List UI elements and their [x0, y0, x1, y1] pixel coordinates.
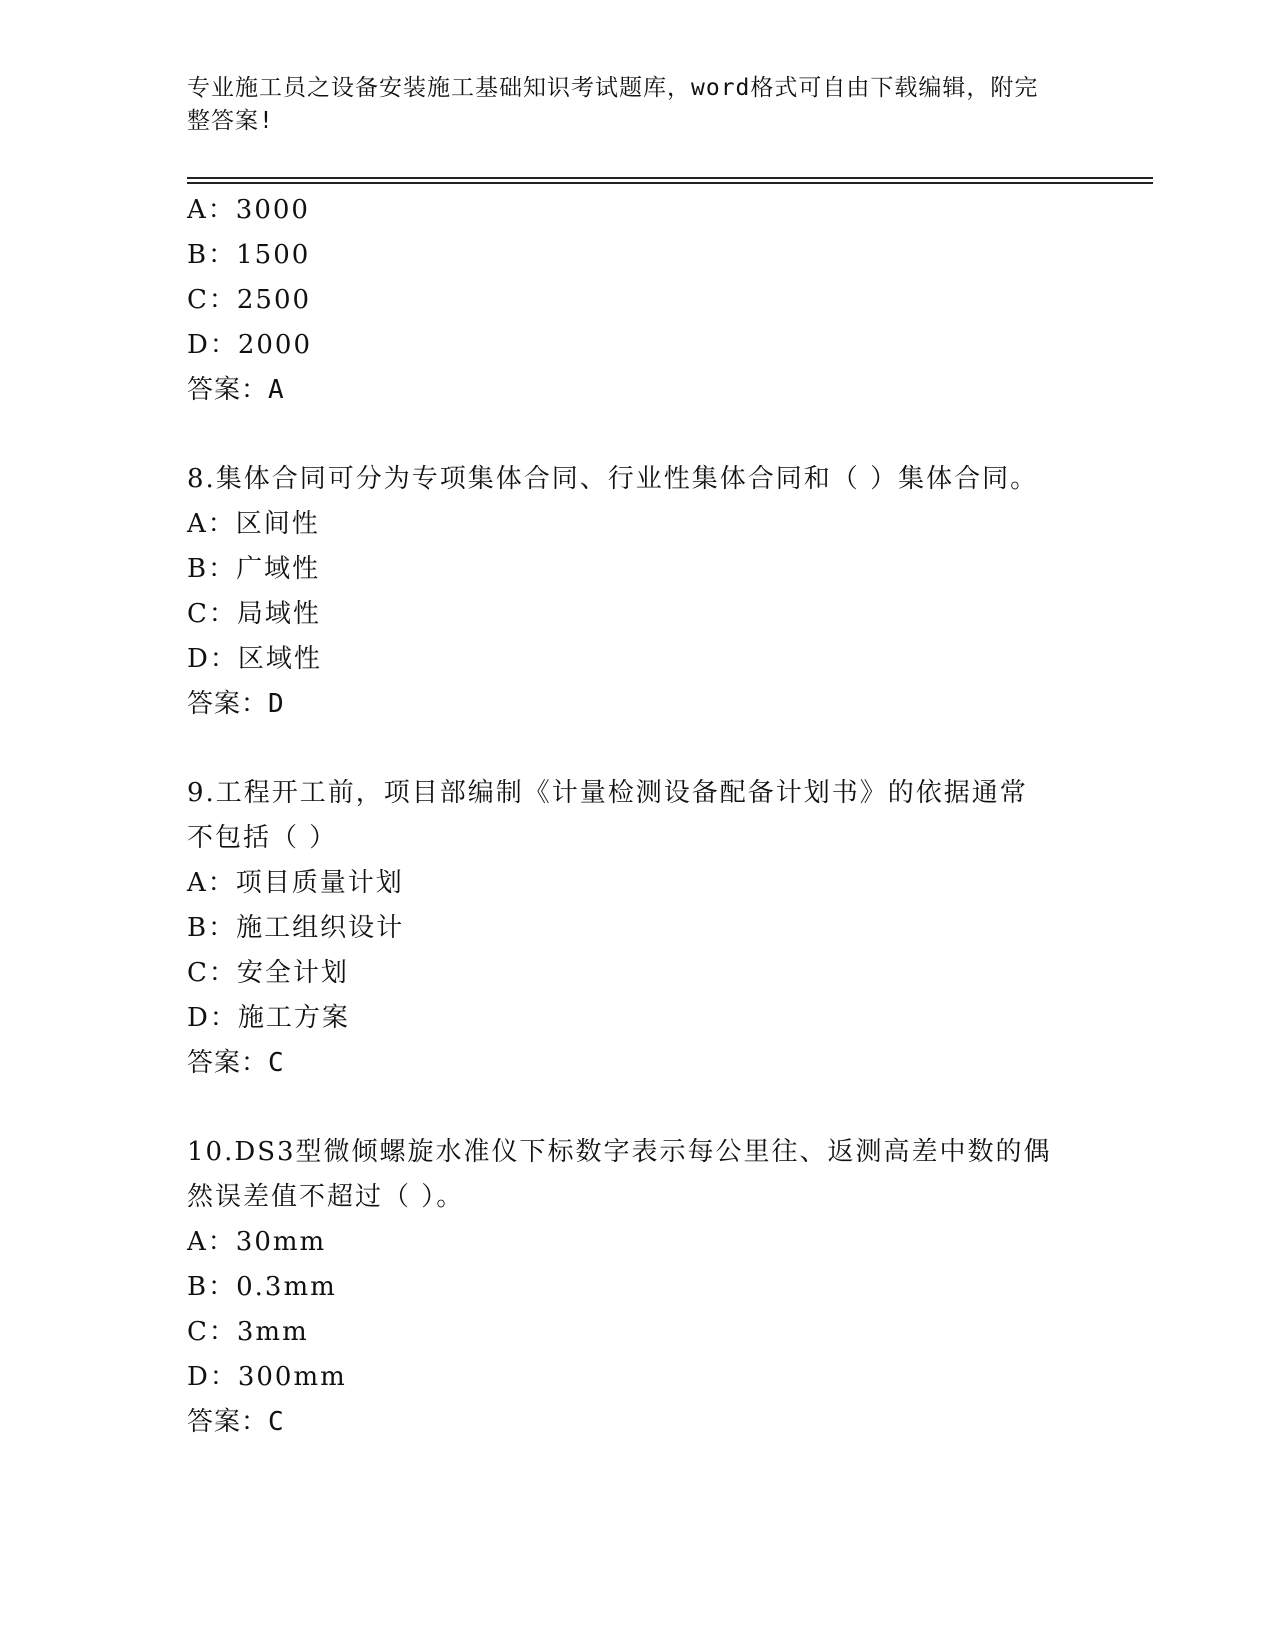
q8-option-a: A：区间性 — [187, 509, 320, 539]
q7-answer: 答案：A — [187, 375, 285, 405]
q10-option-c: C：3mm — [187, 1317, 309, 1347]
q9-option-b: B：施工组织设计 — [187, 913, 405, 943]
q8-answer: 答案：D — [187, 689, 285, 719]
q8-stem-line-1: 8.集体合同可分为专项集体合同、行业性集体合同和（ ）集体合同。 — [187, 464, 1039, 494]
q9-answer: 答案：C — [187, 1048, 285, 1078]
document-header — [187, 72, 1067, 138]
q8-option-c: C：局域性 — [187, 599, 321, 629]
q10-option-b: B：0.3mm — [187, 1272, 337, 1302]
q7-option-b: B：1500 — [187, 240, 311, 270]
header-divider-bottom — [187, 182, 1153, 184]
header-line-2: 整答案! — [187, 108, 274, 134]
header-line-1: 专业施工员之设备安装施工基础知识考试题库，word格式可自由下载编辑，附完 — [187, 75, 1039, 101]
header-divider-top — [187, 177, 1153, 179]
q10-option-a: A：30mm — [187, 1227, 327, 1257]
q9-option-d: D：施工方案 — [187, 1003, 350, 1033]
q10-stem-line-1: 10.DS3型微倾螺旋水准仪下标数字表示每公里往、返测高差中数的偶 — [187, 1137, 1052, 1167]
q10-stem-line-2: 然误差值不超过（ ）。 — [187, 1182, 465, 1212]
q9-stem-line-1: 9.工程开工前，项目部编制《计量检测设备配备计划书》的依据通常 — [187, 778, 1028, 808]
q10-option-d: D：300mm — [187, 1362, 347, 1392]
q7-option-c: C：2500 — [187, 285, 312, 315]
q9-stem-line-2: 不包括（ ） — [187, 823, 338, 853]
q7-option-a: A：3000 — [187, 195, 310, 225]
q10-answer: 答案：C — [187, 1407, 285, 1437]
q7-option-d: D：2000 — [187, 330, 313, 360]
q9-option-c: C：安全计划 — [187, 958, 349, 988]
q9-option-a: A：项目质量计划 — [187, 868, 404, 898]
q8-option-d: D：区域性 — [187, 644, 322, 674]
q8-option-b: B：广域性 — [187, 554, 321, 584]
